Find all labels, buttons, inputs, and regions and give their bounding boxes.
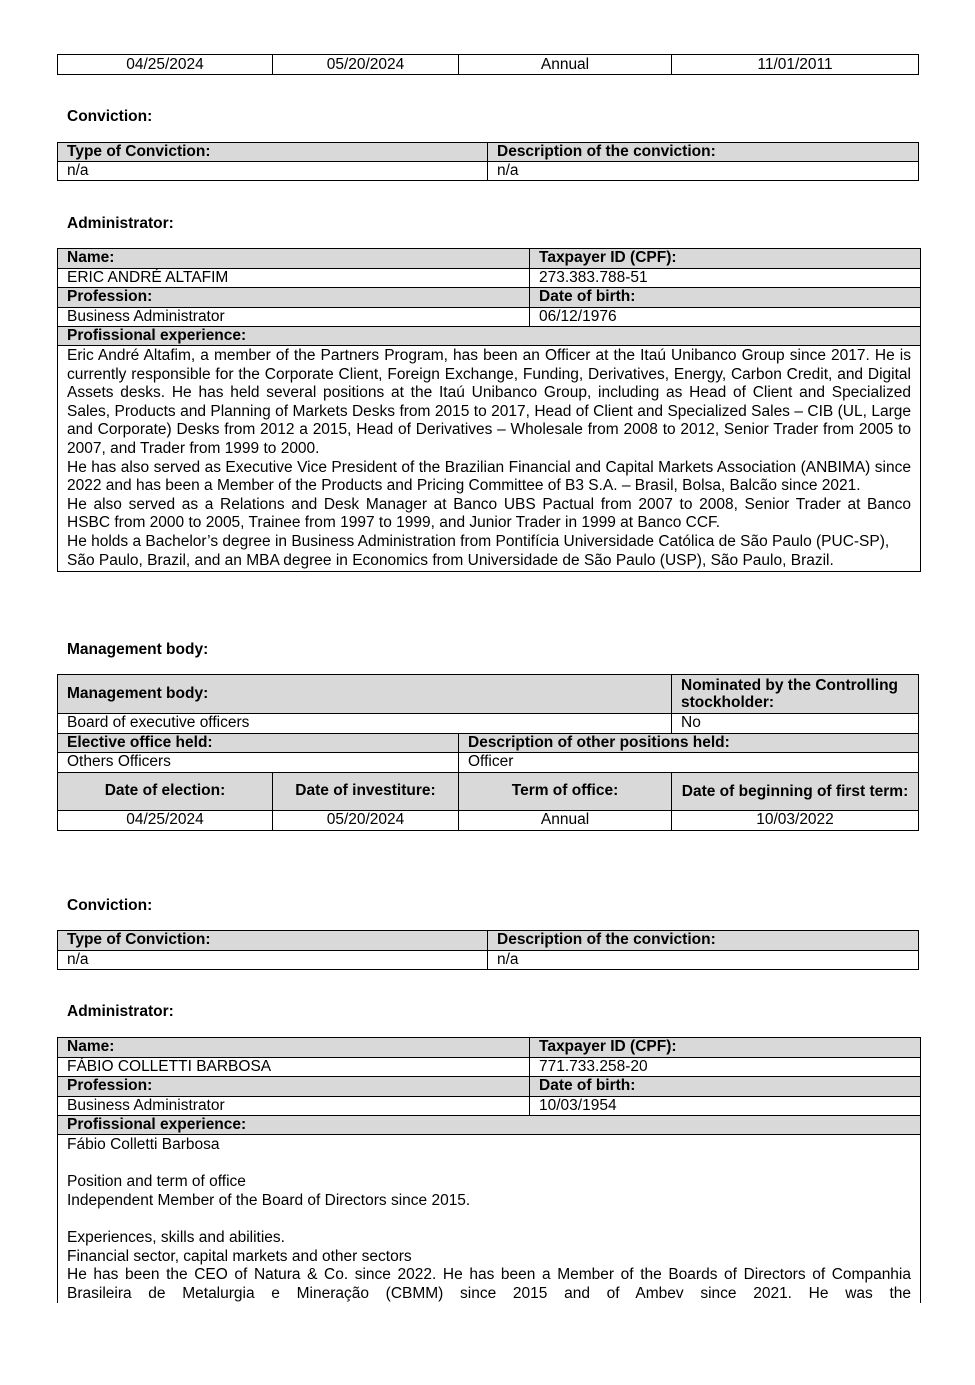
conviction-type-label: Type of Conviction: (58, 143, 488, 162)
administrator-table (57, 248, 921, 572)
administrator-heading: Administrator: (67, 215, 174, 232)
experience-position: Independent Member of the Board of Directors since 2015. (67, 1191, 471, 1209)
conviction-heading: Conviction: (67, 108, 153, 125)
experience-paragraph: He holds a Bachelor’s degree in Business Administration from Pontifícia Universidade Católica de São Paulo (PUC-SP), São Paulo, Brazil, and an MBA degree in Economics from Universidade de São Paulo (USP), São Paulo, Brazil. (67, 532, 890, 569)
experience-name: Fábio Colletti Barbosa (67, 1136, 220, 1153)
other-positions-value: Officer (459, 753, 919, 773)
administrator-dob: 06/12/1976 (530, 307, 921, 327)
experience-label: Profissional experience: (58, 1116, 921, 1135)
name-label: Name: (58, 1038, 530, 1058)
conviction-desc-label: Description of the conviction: (488, 931, 919, 951)
first-term-value: 10/03/2022 (672, 810, 919, 830)
conviction-type-value: n/a (58, 162, 488, 181)
conviction-desc-label: Description of the conviction: (488, 143, 919, 162)
profession-label: Profession: (58, 1077, 530, 1097)
experience-sectors: Financial sector, capital markets and other sectors (67, 1247, 412, 1265)
administrator-name: ERIC ANDRÉ ALTAFIM (58, 268, 530, 288)
term-value: Annual (459, 810, 672, 830)
experience-position-heading: Position and term of office (67, 1173, 246, 1191)
experience-skills-heading: Experiences, skills and abilities. (67, 1228, 285, 1246)
conviction-type-label: Type of Conviction: (58, 931, 488, 951)
experience-paragraph: He has been the CEO of Natura & Co. since 2022. He has been a Member of the Boards of Directors of Companhia Brasileira de Metalurgia e Mineração (CBMM) since 2015 and of Ambev since 2021. He was the (67, 1266, 911, 1302)
dob-label: Date of birth: (530, 288, 921, 308)
elective-office-value: Others Officers (58, 753, 459, 773)
name-label: Name: (58, 249, 530, 269)
experience-label: Profissional experience: (58, 327, 921, 346)
conviction-heading: Conviction: (67, 897, 153, 914)
administrator-cpf: 771.733.258-20 (530, 1057, 921, 1077)
administrator-cpf: 273.383.788-51 (530, 268, 921, 288)
experience-text (58, 346, 921, 572)
administrator-heading: Administrator: (67, 1003, 174, 1020)
management-heading: Management body: (67, 641, 209, 658)
date-of-investiture-value: 05/20/2024 (273, 55, 459, 75)
profession-label: Profession: (58, 288, 530, 308)
management-table (57, 674, 919, 831)
administrator-dob: 10/03/1954 (530, 1096, 921, 1116)
term-of-office-value: Annual (459, 55, 672, 75)
elective-office-label: Elective office held: (58, 733, 459, 753)
date-of-election-value: 04/25/2024 (58, 55, 273, 75)
administrator-name: FÁBIO COLLETTI BARBOSA (58, 1057, 530, 1077)
management-body-label: Management body: (58, 675, 672, 714)
management-body-value: Board of executive officers (58, 714, 672, 734)
nominated-value: No (672, 714, 919, 734)
top-dates-table (57, 54, 919, 75)
experience-paragraph: He has also served as Executive Vice President of the Brazilian Financial and Capital Markets Association (ANBIMA) since 2022 and has been a Member of the Products and Pricing Committee of B3 S.A. – Brasil, Bolsa, Balcão since 2021. (67, 458, 911, 495)
experience-paragraph: He also served as a Relations and Desk Manager at Banco UBS Pactual from 2007 to 2008, Senior Trader at Banco HSBC from 2000 to 2005, Trainee from 1997 to 1999, and Junior Trader in 1999 at Banco CCF. (67, 495, 911, 532)
conviction-type-value: n/a (58, 950, 488, 970)
election-date-label: Date of election: (58, 772, 273, 810)
administrator-profession: Business Administrator (58, 1096, 530, 1116)
first-term-label: Date of beginning of first term: (672, 772, 919, 810)
nominated-label: Nominated by the Controlling stockholder: (672, 675, 919, 714)
experience-paragraph: Eric André Altafim, a member of the Partners Program, has been an Officer at the Itaú Unibanco Group since 2017. He is currently responsible for the Corporate Client, Foreign Exchange, Funding, Derivatives, Energy, Carbon Credit, and Digital Assets desks. He has held several positions at the Itaú Unibanco Group, including as Head of Client and Specialized Sales, Products and Planning of Markets Desks from 2015 to 2017, Head of Client and Specialized Sales – CIB (UL, Large and Corporate) Desks from 2012 a 2015, Head of Derivatives – Wholesale from 2008 to 2012, Senior Trader from 2005 to 2007, and Trader from 1999 to 2000. (67, 347, 911, 457)
conviction-desc-value: n/a (488, 950, 919, 970)
investiture-date-value: 05/20/2024 (273, 810, 459, 830)
date-first-term-value: 11/01/2011 (672, 55, 919, 75)
election-date-value: 04/25/2024 (58, 810, 273, 830)
experience-text (58, 1135, 921, 1304)
conviction-table (57, 142, 919, 181)
administrator-table (57, 1037, 921, 1303)
conviction-desc-value: n/a (488, 162, 919, 181)
administrator-profession: Business Administrator (58, 307, 530, 327)
cpf-label: Taxpayer ID (CPF): (530, 1038, 921, 1058)
investiture-date-label: Date of investiture: (273, 772, 459, 810)
term-label: Term of office: (459, 772, 672, 810)
dob-label: Date of birth: (530, 1077, 921, 1097)
cpf-label: Taxpayer ID (CPF): (530, 249, 921, 269)
conviction-table (57, 930, 919, 970)
other-positions-label: Description of other positions held: (459, 733, 919, 753)
